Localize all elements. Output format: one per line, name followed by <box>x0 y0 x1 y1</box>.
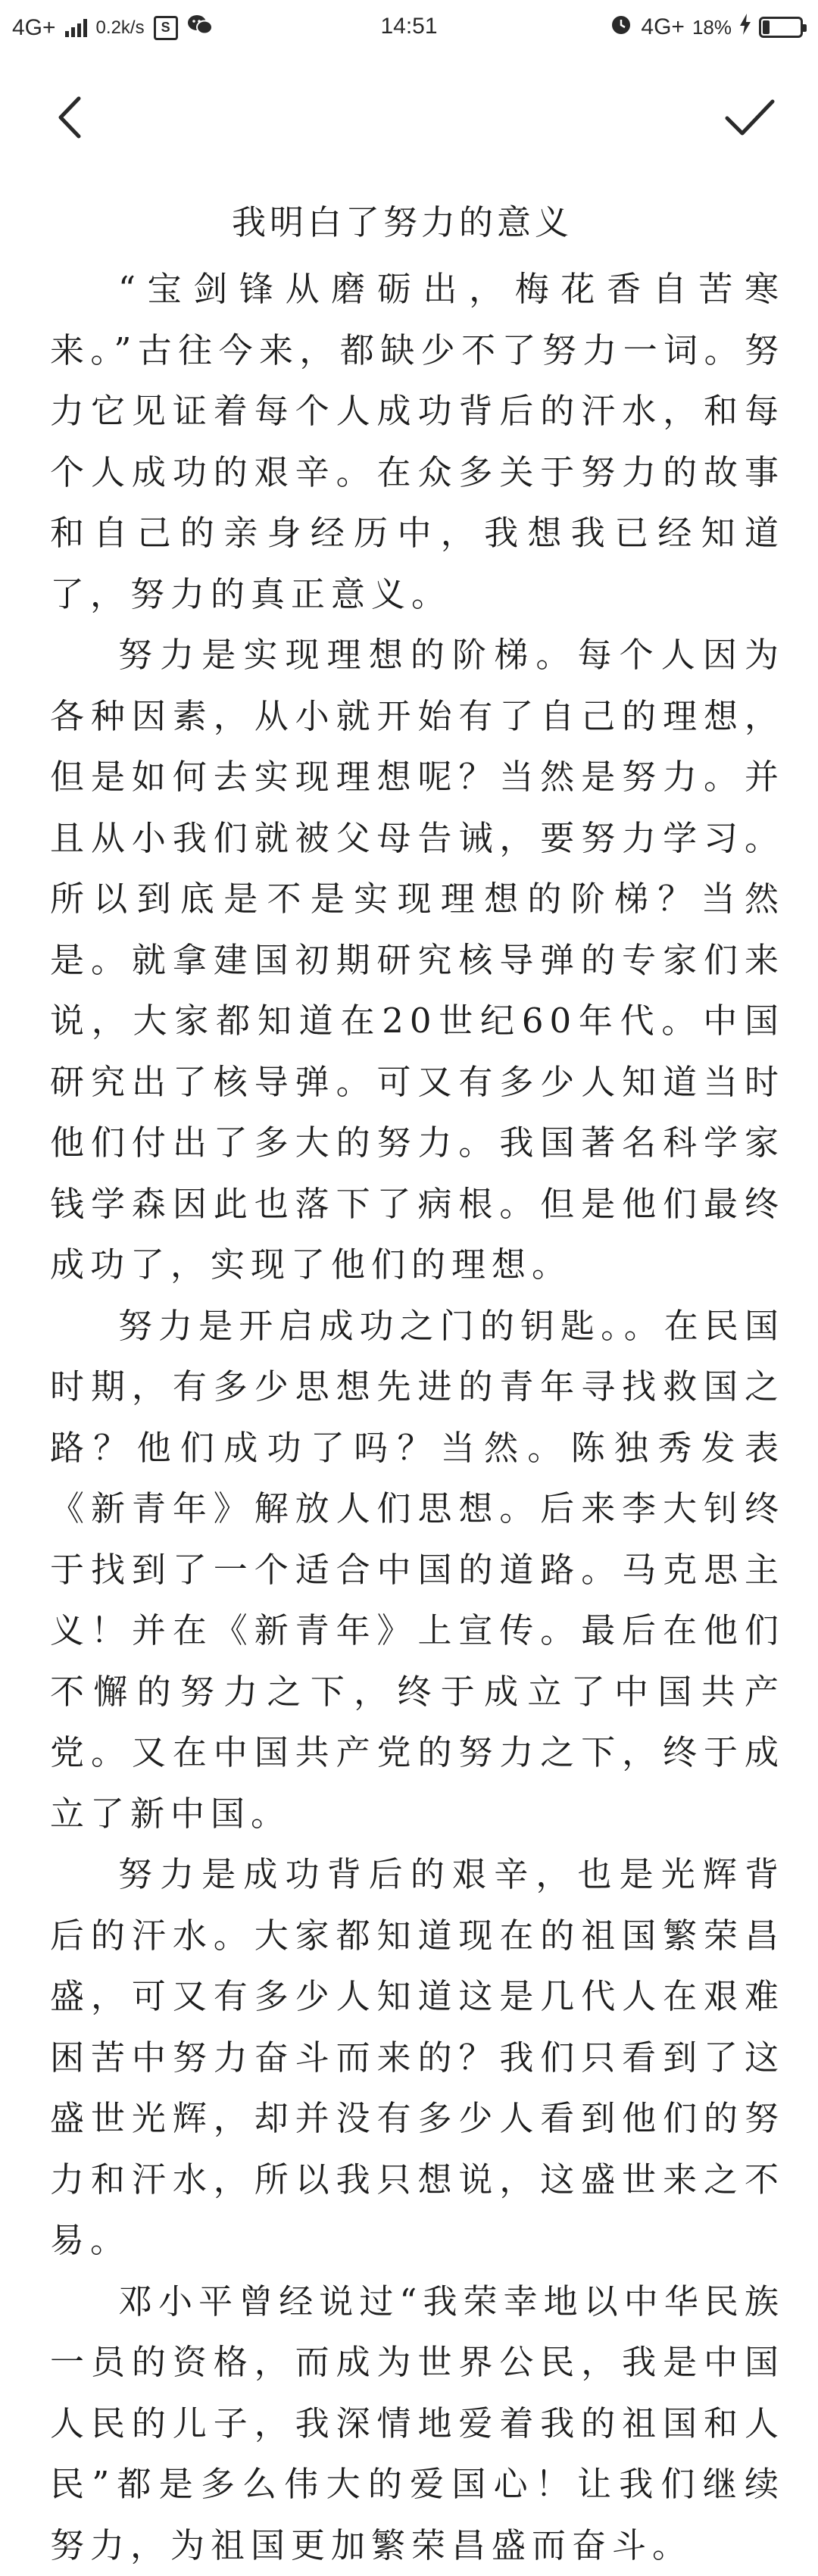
essay-paragraph-2: 努力是实现理想的阶梯。每个人因为各种因素，从小就开始有了自己的理想，但是如何去实现理想呢？当然是努力。并且从小我们就被父母告诫，要努力学习。所以到底是不是实现理想的阶梯？当然是。就拿建国初期研究核导弹的专家们来说，大家都知道在20世纪60年代。中国研究出了核导弹。可又有多少人知道当时他们付出了多大的努力。我国著名科学家钱学森因此也落下了病根。但是他们最终成功了，实现了他们的理想。 <box>50 625 785 1296</box>
check-icon <box>720 91 780 144</box>
essay-title: 我明白了努力的意义 <box>50 198 785 259</box>
battery-percent: 18% <box>692 16 732 39</box>
network-speed: 0.2k/s <box>96 17 145 39</box>
alarm-icon <box>609 12 633 42</box>
battery-level <box>763 20 770 34</box>
charging-icon <box>739 14 751 41</box>
essay-paragraph-5: 邓小平曾经说过“我荣幸地以中华民族一员的资格，而成为世界公民，我是中国人民的儿子，我深情地爱着我的祖国和人民”都是多么伟大的爱国心！让我们继续努力，为祖国更加繁荣昌盛而奋斗。 <box>50 2272 785 2576</box>
status-bar <box>0 0 818 58</box>
confirm-button[interactable] <box>720 91 780 144</box>
chevron-left-icon <box>45 91 98 144</box>
toolbar <box>0 76 818 151</box>
network-label-right: 4G+ <box>641 14 685 40</box>
clock: 14:51 <box>0 14 818 39</box>
sim-icon: S <box>154 16 178 40</box>
essay-paragraph-1: “宝剑锋从磨砺出，梅花香自苦寒来。”古往今来，都缺少不了努力一词。努力它见证着每个人成功背后的汗水，和每个人成功的艰辛。在众多关于努力的故事和自己的亲身经历中，我想我已经知道了，努力的真正意义。 <box>50 259 785 625</box>
back-button[interactable] <box>45 91 98 144</box>
essay-paragraph-3: 努力是开启成功之门的钥匙。。在民国时期，有多少思想先进的青年寻找救国之路？他们成功了吗？当然。陈独秀发表《新青年》解放人们思想。后来李大钊终于找到了一个适合中国的道路。马克思主义！并在《新青年》上宣传。最后在他们不懈的努力之下，终于成立了中国共产党。又在中国共产党的努力之下，终于成立了新中国。 <box>50 1296 785 1845</box>
battery-icon <box>759 17 803 38</box>
status-right <box>609 12 803 42</box>
document-body <box>50 198 785 2576</box>
network-label: 4G+ <box>12 15 56 41</box>
essay-paragraph-4: 努力是成功背后的艰辛，也是光辉背后的汗水。大家都知道现在的祖国繁荣昌盛，可又有多少人知道这是几代人在艰难困苦中努力奋斗而来的？我们只看到了这盛世光辉，却并没有多少人看到他们的努力和汗水，所以我只想说，这盛世来之不易。 <box>50 1844 785 2272</box>
